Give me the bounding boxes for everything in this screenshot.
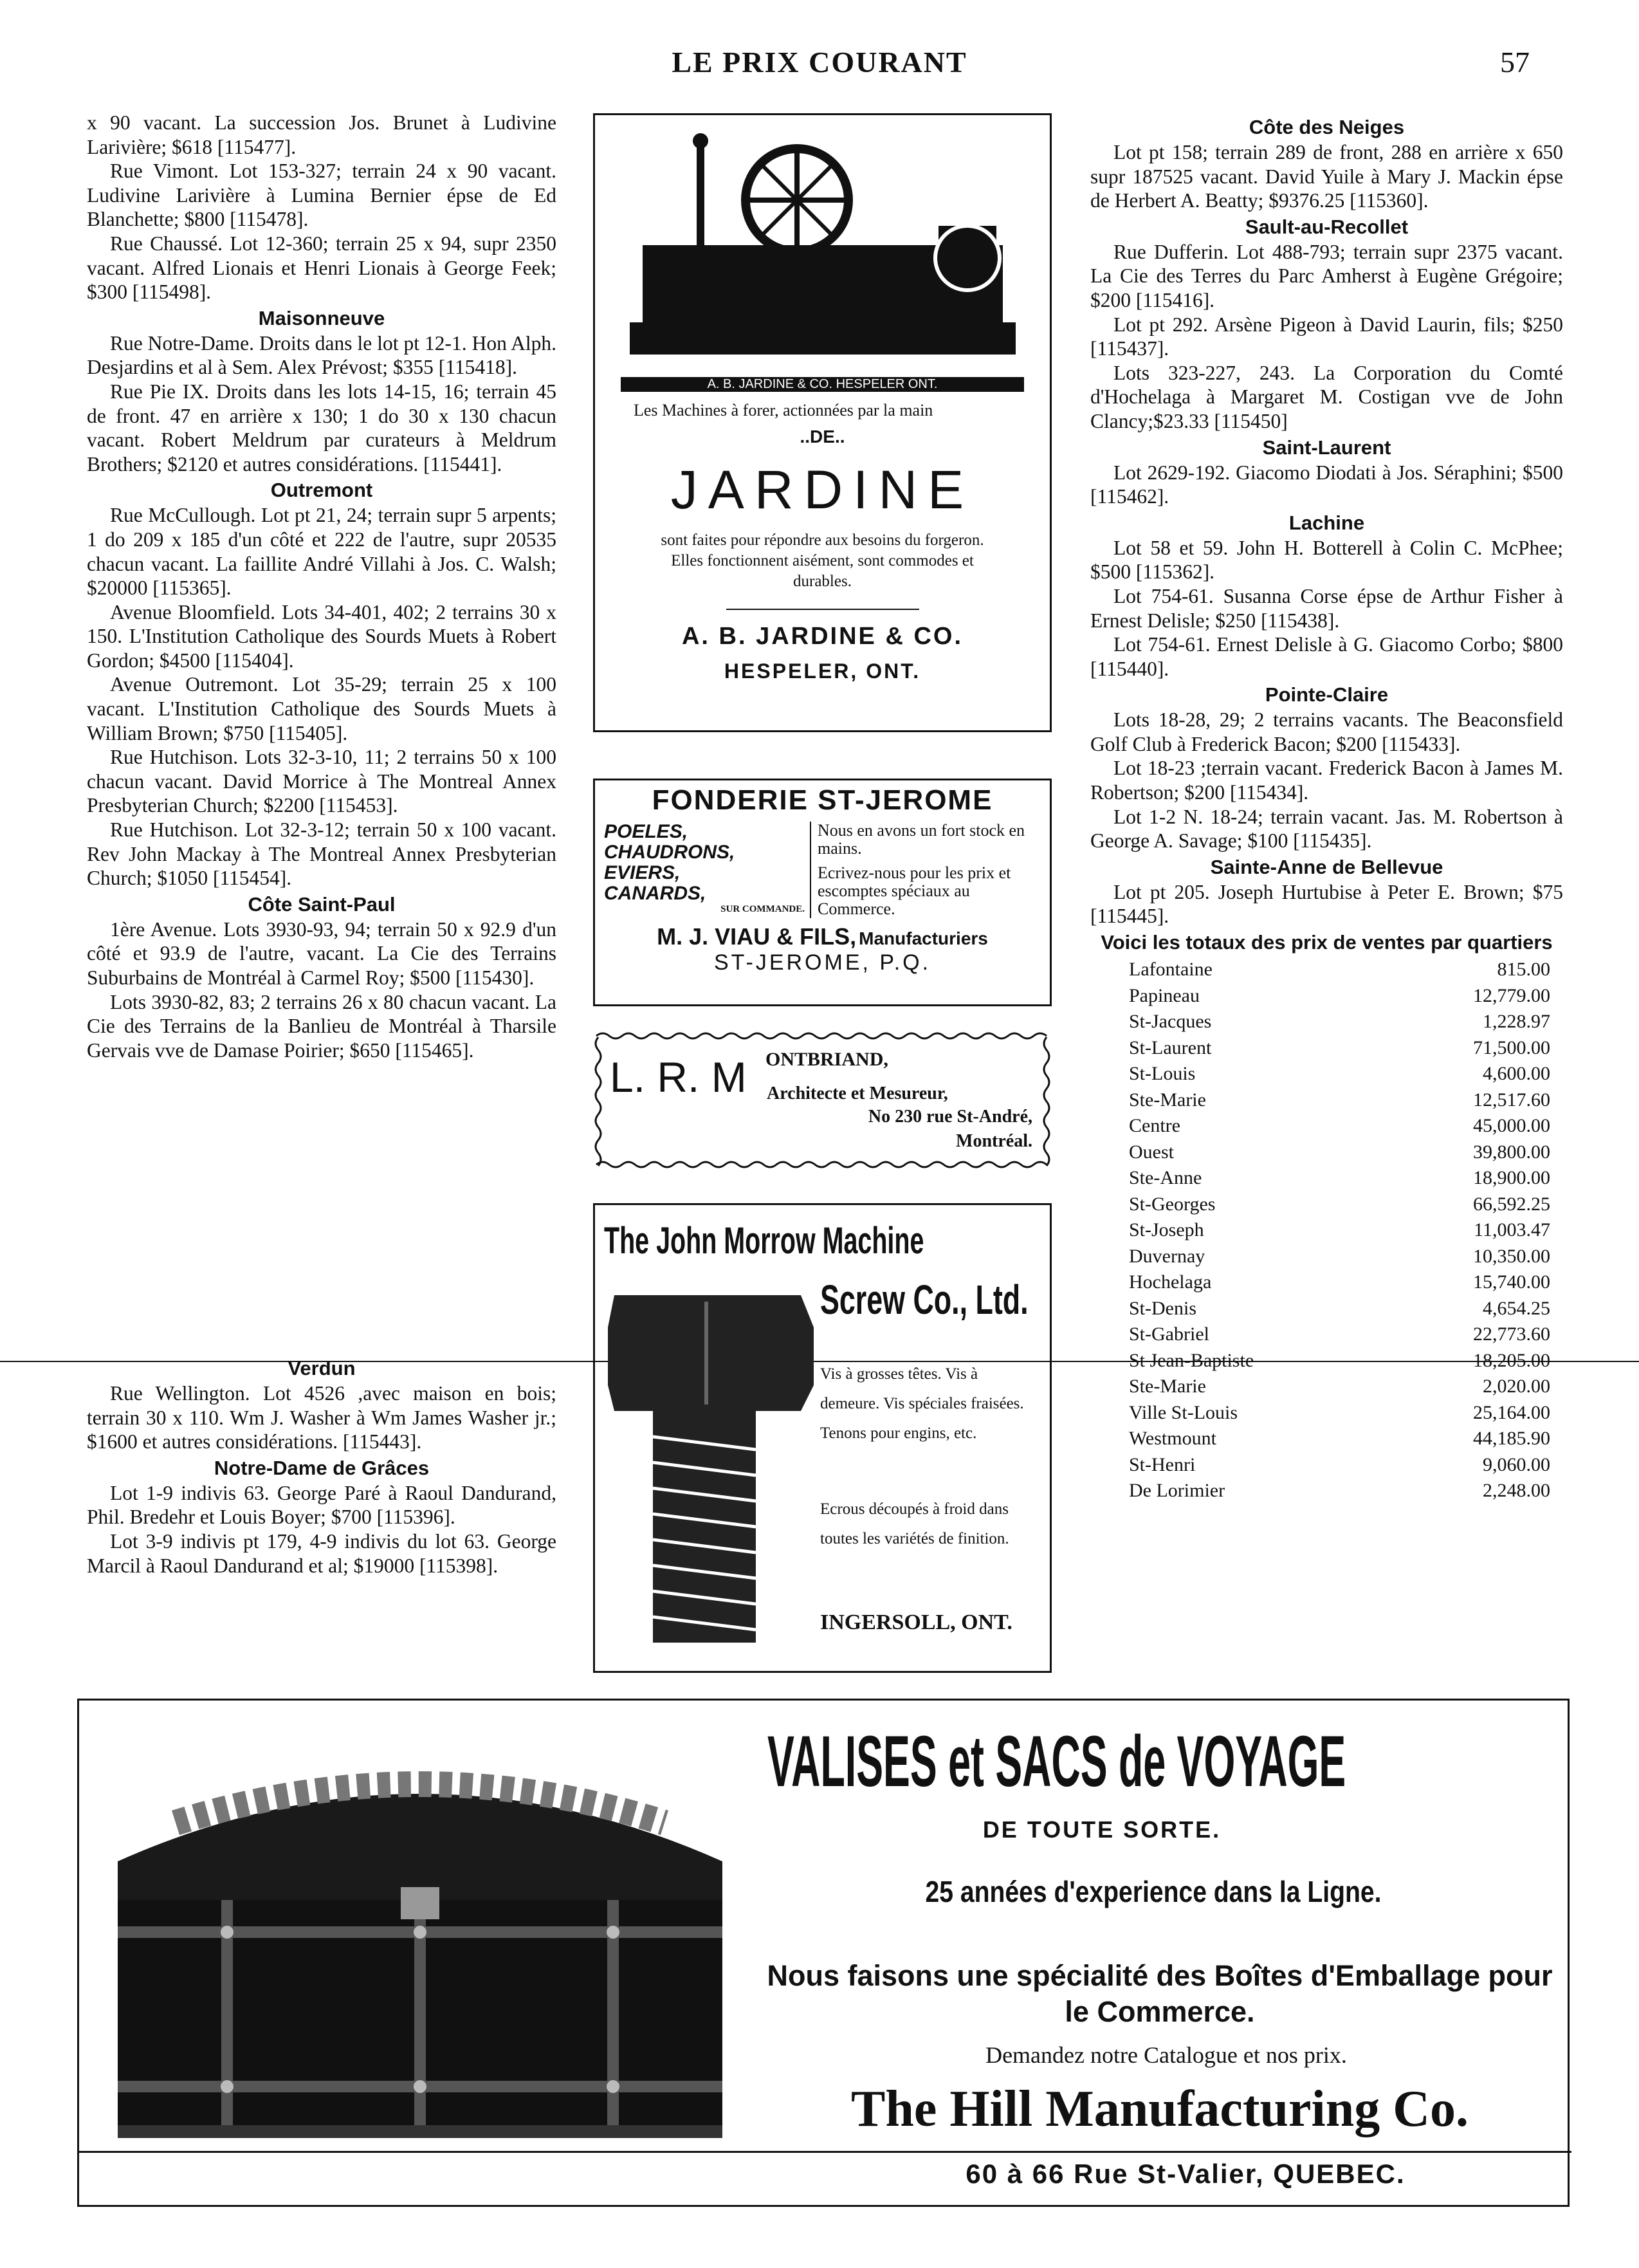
transaction-entry: Lots 18-28, 29; 2 terrains vacants. The Beaconsfield Golf Club à Frederick Bacon; $200 [115433]. — [1090, 708, 1563, 755]
transaction-entry: Lot 58 et 59. John H. Botterell à Colin C. McPhee; $500 [115362]. — [1090, 536, 1563, 584]
totals-row — [1090, 1478, 1563, 1504]
fonderie-text1: Nous en avons un fort stock en mains. — [818, 821, 1025, 858]
transaction-entry: Rue Hutchison. Lot 32-3-12; terrain 50 x 100 vacant. Rev John Mackay à The Montreal Annex Presbyterian Church; $1050 [115454]. — [87, 818, 556, 890]
section-heading: Voici les totaux des prix de ventes par quartiers — [1101, 931, 1553, 954]
jardine-line2: sont faites pour répondre aux besoins du forgeron. Elles fonctionnent aisément, sont commodes et durables. — [661, 531, 984, 590]
ad-fonderie-st-jerome — [593, 779, 1052, 1006]
quartier-total: 2,248.00 — [1483, 1480, 1550, 1502]
transaction-entry: Rue Dufferin. Lot 488-793; terrain supr 2375 vacant. La Cie des Terres du Parc Amherst à Eugène Grégoire; $200 [115416]. — [1090, 240, 1563, 311]
drilling-machine-illustration — [617, 129, 1029, 374]
quartier-name: St-Denis — [1129, 1297, 1196, 1319]
quartier-total: 71,500.00 — [1473, 1037, 1550, 1058]
quartier-total: 22,773.60 — [1473, 1323, 1550, 1345]
quartier-name: St-Henri — [1129, 1453, 1196, 1475]
morrow-city: INGERSOLL, ONT. — [820, 1610, 1012, 1634]
totals-row — [1090, 1113, 1563, 1139]
quartier-total: 18,205.00 — [1473, 1349, 1550, 1371]
totals-row — [1090, 1087, 1563, 1114]
page-number: 57 — [1500, 46, 1530, 78]
fonderie-order: SUR COMMANDE. — [720, 904, 805, 914]
quartier-name: St-Gabriel — [1129, 1323, 1209, 1345]
totals-row — [1090, 1296, 1563, 1322]
totals-row — [1090, 1244, 1563, 1270]
transaction-entry: Lot 754-61. Susanna Corse épse de Arthur Fisher à Ernest Delisle; $250 [115438]. — [1090, 584, 1563, 632]
transaction-entry: Rue Pie IX. Droits dans les lots 14-15, 16; terrain 45 de front. 47 en arrière x 130; 1 do 30 x 130 chacun vacant. Robert Meldrum par curateurs à Meldrum Brothers; $2120 et autres considérations. [115441]. — [87, 380, 556, 475]
hill-headline: VALISES et SACS de VOYAGE — [767, 1721, 1346, 1802]
section-heading: Maisonneuve — [258, 306, 385, 329]
quartier-total: 12,779.00 — [1473, 984, 1550, 1006]
totals-row — [1090, 1139, 1563, 1166]
fonderie-title: FONDERIE ST-JEROME — [652, 784, 993, 816]
quartier-name: Hochelaga — [1129, 1271, 1212, 1293]
ad-hill-manufacturing — [77, 1699, 1570, 2207]
quartier-total: 815.00 — [1497, 959, 1550, 981]
transaction-entry: Lot pt 158; terrain 289 de front, 288 en arrière x 650 supr 187525 vacant. David Yuile à Mary J. Mackin épse de Herbert A. Beatty; $9376.25 [115360]. — [1090, 141, 1563, 212]
jardine-company: A. B. JARDINE & CO. — [681, 623, 964, 650]
quartier-name: Ste-Marie — [1129, 1376, 1206, 1397]
hill-specialty: Nous faisons une spécialité des Boîtes d'Emballage pour le Commerce. — [767, 1959, 1553, 2028]
screw-illustration — [608, 1289, 820, 1649]
transaction-entry: Rue Vimont. Lot 153-327; terrain 24 x 90 vacant. Ludivine Larivière à Lumina Bernier épse de Ed Blanchette; $800 [115478]. — [87, 160, 556, 231]
transaction-entry: Lot 18-23 ;terrain vacant. Frederick Bacon à James M. Robertson; $200 [115434]. — [1090, 757, 1563, 804]
quartier-name: Papineau — [1129, 984, 1200, 1006]
fonderie-city: ST-JEROME, P.Q. — [713, 950, 931, 975]
section-heading: Pointe-Claire — [1265, 683, 1389, 706]
quartier-total: 18,900.00 — [1473, 1167, 1550, 1189]
montbriand-initials: L. R. M — [610, 1053, 747, 1101]
quartier-name: Ste-Marie — [1129, 1089, 1206, 1111]
transaction-entry: Lot 1-9 indivis 63. George Paré à Raoul Dandurand, Phil. Bredehr et Louis Boyer; $700 [115396]. — [87, 1481, 556, 1529]
transaction-entry: Rue Wellington. Lot 4526 ,avec maison en bois; terrain 30 x 110. Wm J. Washer à Wm James Washer jr.; $1600 et autres considérations. [115443]. — [87, 1382, 556, 1453]
totals-row — [1090, 1165, 1563, 1192]
quartier-total: 66,592.25 — [1473, 1193, 1550, 1215]
transaction-entry: Rue Hutchison. Lots 32-3-10, 11; 2 terrains 50 x 100 chacun vacant. David Morrice à The Montreal Annex Presbyterian Church; $2200 [115453]. — [87, 746, 556, 817]
quartier-name: St-Georges — [1129, 1193, 1216, 1215]
left-column-lower — [87, 1354, 556, 1578]
montbriand-address: No 230 rue St-André, — [868, 1107, 1032, 1127]
fonderie-role: Manufacturiers — [859, 928, 988, 948]
transaction-entry: 1ère Avenue. Lots 3930-93, 94; terrain 50 x 92.9 d'un côté et 93.9 de l'autre, vacant. La Cie des Terrains Suburbains de Montréal à Carmel Roy; $500 [115430]. — [87, 917, 556, 989]
left-column — [87, 111, 556, 1062]
quartier-name: Centre — [1129, 1115, 1180, 1137]
ad-john-morrow — [593, 1203, 1052, 1673]
quartier-total: 1,228.97 — [1483, 1011, 1550, 1033]
fonderie-product: POELES, — [604, 821, 688, 842]
quartier-total: 4,600.00 — [1483, 1063, 1550, 1085]
morrow-text2: Ecrous découpés à froid dans toutes les variétés de finition. — [820, 1500, 1009, 1547]
totals-row — [1090, 1348, 1563, 1374]
quartier-total: 44,185.90 — [1473, 1428, 1550, 1450]
fonderie-product: CHAUDRONS, — [604, 842, 735, 863]
totals-row — [1090, 983, 1563, 1010]
quartier-name: St-Louis — [1129, 1063, 1196, 1085]
jardine-brand: JARDINE — [670, 459, 975, 520]
totals-row — [1090, 1374, 1563, 1400]
transaction-entry: Rue McCullough. Lot pt 21, 24; terrain supr 5 arpents; 1 do 209 x 185 d'un côté et 222 de l'autre, supr 20535 chacun vacant. La faillite André Villahi à Jos. C. Walsh; $20000 [115365]. — [87, 504, 556, 600]
quartier-name: St-Laurent — [1129, 1037, 1212, 1058]
totals-row — [1090, 1400, 1563, 1426]
transaction-entry: Avenue Bloomfield. Lots 34-401, 402; 2 terrains 30 x 150. L'Institution Catholique des Sourds Muets à Robert Gordon; $4500 [115404]. — [87, 600, 556, 672]
morrow-title2: Screw Co., Ltd. — [820, 1277, 1029, 1323]
fonderie-company: M. J. VIAU & FILS, — [657, 923, 857, 950]
ad-jardine — [593, 113, 1052, 732]
totals-row — [1090, 1426, 1563, 1452]
section-heading: Côte des Neiges — [1249, 116, 1405, 138]
morrow-title1: The John Morrow Machine — [604, 1220, 924, 1262]
jardine-line1: Les Machines à forer, actionnées par la main — [634, 401, 933, 419]
section-heading: Côte Saint-Paul — [248, 892, 396, 916]
totals-row — [1090, 1192, 1563, 1218]
montbriand-city: Montréal. — [956, 1131, 1032, 1151]
quartier-total: 10,350.00 — [1473, 1245, 1550, 1267]
transaction-entry: Avenue Outremont. Lot 35-29; terrain 25 x 100 vacant. L'Institution Catholique des Sourds Muets à William Brown; $750 [115405]. — [87, 673, 556, 744]
quartier-total: 45,000.00 — [1473, 1115, 1550, 1137]
quartier-name: Ouest — [1129, 1141, 1174, 1163]
hill-address: 60 à 66 Rue St-Valier, QUEBEC. — [966, 2159, 1406, 2189]
quartier-name: St-Jacques — [1129, 1011, 1212, 1033]
hill-experience: 25 années d'experience dans la Ligne. — [925, 1875, 1382, 1908]
montbriand-name: ONTBRIAND, — [765, 1049, 888, 1070]
transaction-entry: x 90 vacant. La succession Jos. Brunet à Ludivine Larivière; $618 [115477]. — [87, 111, 556, 158]
transaction-entry: Lot pt 292. Arsène Pigeon à David Laurin, fils; $250 [115437]. — [1090, 313, 1563, 360]
totals-row — [1090, 1322, 1563, 1348]
transaction-entry: Rue Notre-Dame. Droits dans le lot pt 12-1. Hon Alph. Desjardins et al à Sem. Alex Prévost; $355 [115418]. — [87, 331, 556, 379]
fonderie-products — [604, 822, 811, 918]
transaction-entry: Lots 3930-82, 83; 2 terrains 26 x 80 chacun vacant. La Cie des Terrains de la Banlieu de Montréal à Tharsile Gervais vve de Damase Poirier; $650 [115465]. — [87, 990, 556, 1062]
montbriand-role: Architecte et Mesureur, — [767, 1083, 948, 1103]
section-heading: Lachine — [1288, 511, 1365, 534]
jardine-city: HESPELER, ONT. — [724, 659, 921, 683]
jardine-de: ..DE.. — [800, 427, 845, 447]
totals-row — [1090, 1061, 1563, 1087]
quartier-name: Lafontaine — [1129, 959, 1213, 981]
totals-row — [1090, 1035, 1563, 1062]
transaction-entry: Lot 754-61. Ernest Delisle à G. Giacomo Corbo; $800 [115440]. — [1090, 633, 1563, 680]
quartier-total: 4,654.25 — [1483, 1297, 1550, 1319]
section-heading: Notre-Dame de Grâces — [214, 1456, 430, 1479]
hill-catalogue: Demandez notre Catalogue et nos prix. — [985, 2042, 1347, 2068]
fonderie-text2: Ecrivez-nous pour les prix et escomptes spéciaux au Commerce. — [818, 863, 1011, 918]
transaction-entry: Lot pt 205. Joseph Hurtubise à Peter E. Brown; $75 [115445]. — [1090, 880, 1563, 928]
quartier-total: 9,060.00 — [1483, 1453, 1550, 1475]
fonderie-product: EVIERS, — [604, 862, 681, 883]
quartier-name: Ville St-Louis — [1129, 1401, 1238, 1423]
quartier-total: 12,517.60 — [1473, 1089, 1550, 1111]
section-heading: Outremont — [270, 479, 373, 502]
totals-row — [1090, 1009, 1563, 1035]
totals-table — [1090, 957, 1563, 1504]
quartier-total: 15,740.00 — [1473, 1271, 1550, 1293]
ad-montbriand — [593, 1029, 1052, 1171]
fonderie-product: CANARDS, — [604, 883, 706, 904]
totals-row — [1090, 957, 1563, 983]
totals-row — [1090, 1452, 1563, 1479]
transaction-entry: Rue Chaussé. Lot 12-360; terrain 25 x 94, supr 2350 vacant. Alfred Lionais et Henri Lionais à George Feek; $300 [115498]. — [87, 232, 556, 304]
quartier-name: Westmount — [1129, 1428, 1216, 1450]
quartier-total: 25,164.00 — [1473, 1401, 1550, 1423]
trunk-illustration — [98, 1739, 742, 2151]
quartier-total: 39,800.00 — [1473, 1141, 1550, 1163]
quartier-name: St-Joseph — [1129, 1219, 1204, 1241]
transaction-entry: Lot 1-2 N. 18-24; terrain vacant. Jas. M. Robertson à George A. Savage; $100 [115435]. — [1090, 805, 1563, 853]
hill-company: The Hill Manufacturing Co. — [850, 2081, 1469, 2137]
quartier-name: De Lorimier — [1129, 1480, 1225, 1502]
section-heading: Sault-au-Recollet — [1245, 215, 1409, 238]
totals-row — [1090, 1269, 1563, 1296]
hill-sub: DE TOUTE SORTE. — [982, 1816, 1222, 1843]
section-heading: Sainte-Anne de Bellevue — [1210, 855, 1443, 878]
quartier-total: 11,003.47 — [1474, 1219, 1550, 1241]
section-heading: Saint-Laurent — [1262, 436, 1391, 459]
morrow-text1: Vis à grosses têtes. Vis à demeure. Vis spéciales fraisées. Tenons pour engins, etc. — [820, 1365, 1024, 1442]
page-header-title: LE PRIX COURANT — [672, 46, 967, 78]
jardine-plate: A. B. JARDINE & CO. HESPELER ONT. — [621, 377, 1024, 392]
transaction-entry: Lot 3-9 indivis pt 179, 4-9 indivis du lot 63. George Marcil à Raoul Dandurand et al; $19000 [115398]. — [87, 1529, 556, 1577]
section-heading: Verdun — [288, 1357, 356, 1379]
quartier-name: Ste-Anne — [1129, 1167, 1202, 1189]
quartier-total: 2,020.00 — [1483, 1376, 1550, 1397]
quartier-name: St Jean-Baptiste — [1129, 1349, 1254, 1371]
transaction-entry: Lot 2629-192. Giacomo Diodati à Jos. Séraphini; $500 [115462]. — [1090, 461, 1563, 508]
quartier-name: Duvernay — [1129, 1245, 1205, 1267]
right-column — [1090, 113, 1563, 1504]
transaction-entry: Lots 323-227, 243. La Corporation du Comté d'Hochelaga à Margaret M. Costigan vve de John Clancy;$23.33 [115450] — [1090, 361, 1563, 432]
totals-row — [1090, 1217, 1563, 1244]
